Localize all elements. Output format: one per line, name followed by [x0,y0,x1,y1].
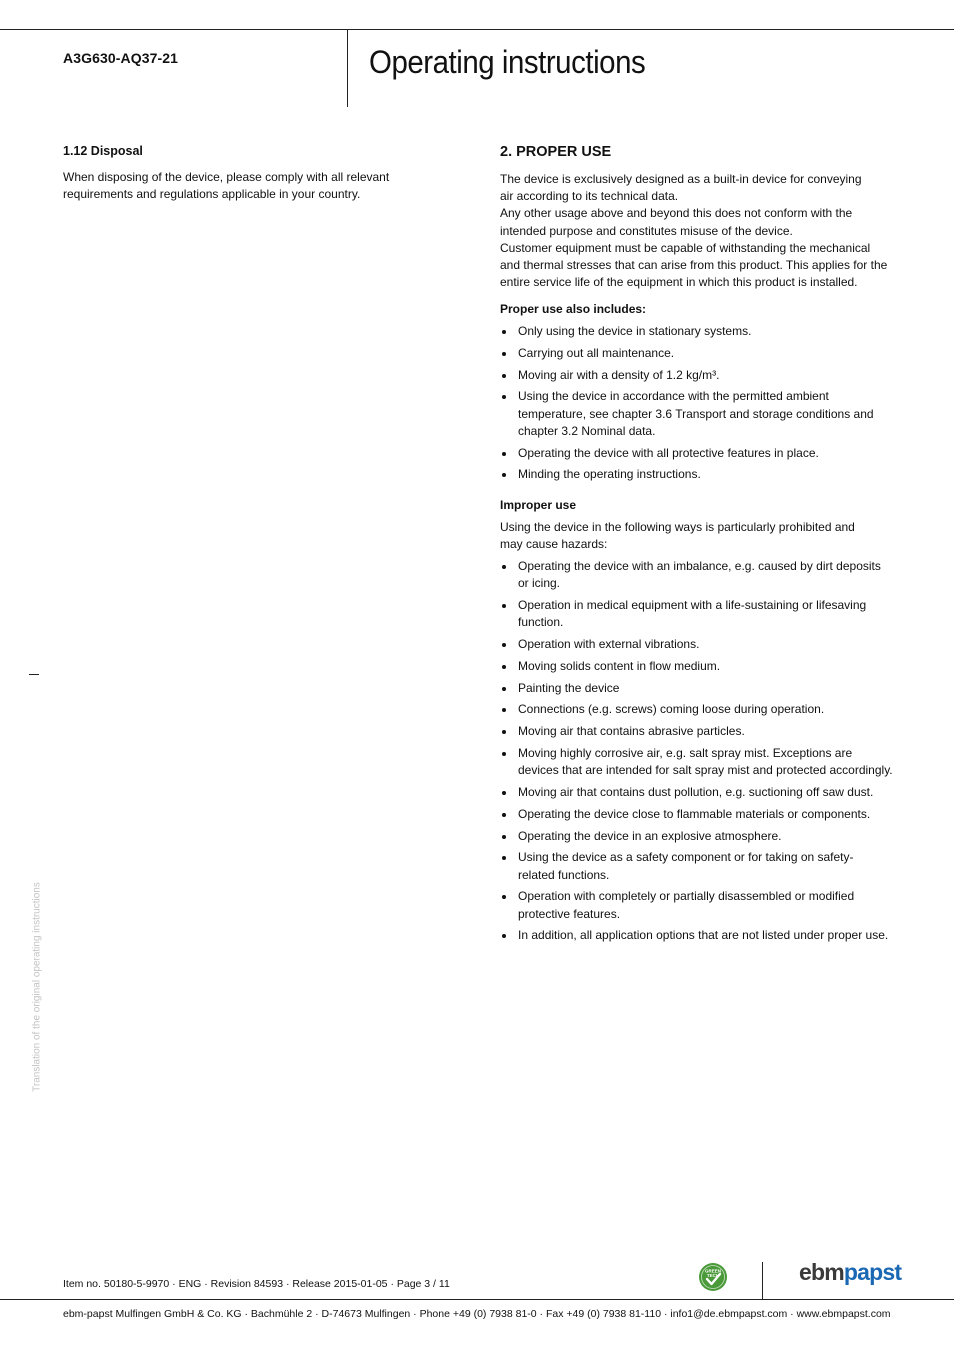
list-item: Moving solids content in flow medium. [500,658,910,675]
list-item: Operating the device with an imbalance, e.g. caused by dirt deposits or icing. [500,558,910,592]
section-heading-proper-use: 2. PROPER USE [500,144,612,160]
list-item: Only using the device in stationary systems. [500,323,900,340]
model-number: A3G630-AQ37-21 [63,50,179,66]
list-item: Moving air that contains abrasive particles. [500,723,910,740]
green-tech-badge [698,1262,728,1292]
translation-side-note: Translation of the original operating instructions [31,882,43,1092]
intro-line: intended purpose and constitutes misuse of the device. [500,223,793,238]
list-item: Moving air with a density of 1.2 kg/m³. [500,367,900,384]
item-info-line: Item no. 50180-5-9970 · ENG · Revision 84593 · Release 2015-01-05 · Page 3 / 11 [63,1278,450,1290]
header-divider [347,29,348,107]
list-item: Painting the device [500,680,910,697]
list-item: Moving highly corrosive air, e.g. salt spray mist. Exceptions are devices that are intended for salt spray mist and protected accordingly. [500,745,910,779]
list-item: Using the device as a safety component or for taking on safety- related functions. [500,849,910,883]
list-item: Minding the operating instructions. [500,466,900,483]
list-item: Operation with external vibrations. [500,636,910,653]
intro-line: entire service life of the equipment in which this product is installed. [500,275,858,290]
page-title: Operating instructions [369,44,646,80]
svg-text:TECH: TECH [706,1273,720,1278]
improper-use-intro: Using the device in the following ways is particularly prohibited and may cause hazards: [500,520,855,552]
intro-line: Customer equipment must be capable of withstanding the mechanical [500,240,871,255]
list-item: Operating the device close to flammable materials or components. [500,806,910,823]
disposal-text [63,169,403,203]
list-item: Carrying out all maintenance. [500,345,900,362]
list-item: Operating the device in an explosive atmosphere. [500,828,910,845]
list-item: Moving air that contains dust pollution, e.g. suctioning off saw dust. [500,784,910,801]
disposal-heading: 1.12 Disposal [63,144,143,158]
improper-use-list [500,558,910,949]
intro-line: air according to its technical data. [500,189,679,204]
company-contact-line: ebm-papst Mulfingen GmbH & Co. KG · Bachmühle 2 · D-74673 Mulfingen · Phone +49 (0) 7938 81-0 · Fax +49 (0) 7938 81-110 · info1@de.ebmpapst.com · www.ebmpapst.com [63,1308,891,1320]
footer-logo-divider [762,1262,763,1299]
proper-use-list [500,323,900,488]
list-item: In addition, all application options that are not listed under proper use. [500,927,910,944]
footer-rule [0,1299,954,1300]
list-item: Using the device in accordance with the permitted ambient temperature, see chapter 3.6 Transport and storage conditions and chapter 3.2 Nominal data. [500,388,900,440]
list-item: Operating the device with all protective features in place. [500,445,900,462]
list-item: Connections (e.g. screws) coming loose during operation. [500,701,910,718]
proper-use-intro [500,171,900,291]
green-tech-check-icon [698,1262,728,1292]
header-top-rule [0,29,954,30]
intro-line: The device is exclusively designed as a built-in device for conveying [500,172,862,186]
intro-line: and thermal stresses that can arise from this product. This applies for the [500,258,888,273]
intro-line: Any other usage above and beyond this does not conform with the [500,206,853,221]
svg-text:GREEN: GREEN [704,1268,722,1274]
ebmpapst-logo: ebmpapst [799,1259,902,1285]
list-item: Operation with completely or partially disassembled or modified protective features. [500,888,910,922]
disposal-text-line: When disposing of the device, please comply with all relevant [63,170,390,184]
list-item: Operation in medical equipment with a life-sustaining or lifesaving function. [500,597,910,631]
improper-use-heading: Improper use [500,498,577,512]
proper-use-includes-heading: Proper use also includes: [500,302,647,316]
margin-mark [29,674,39,675]
disposal-text-line: requirements and regulations applicable in your country. [63,187,361,202]
